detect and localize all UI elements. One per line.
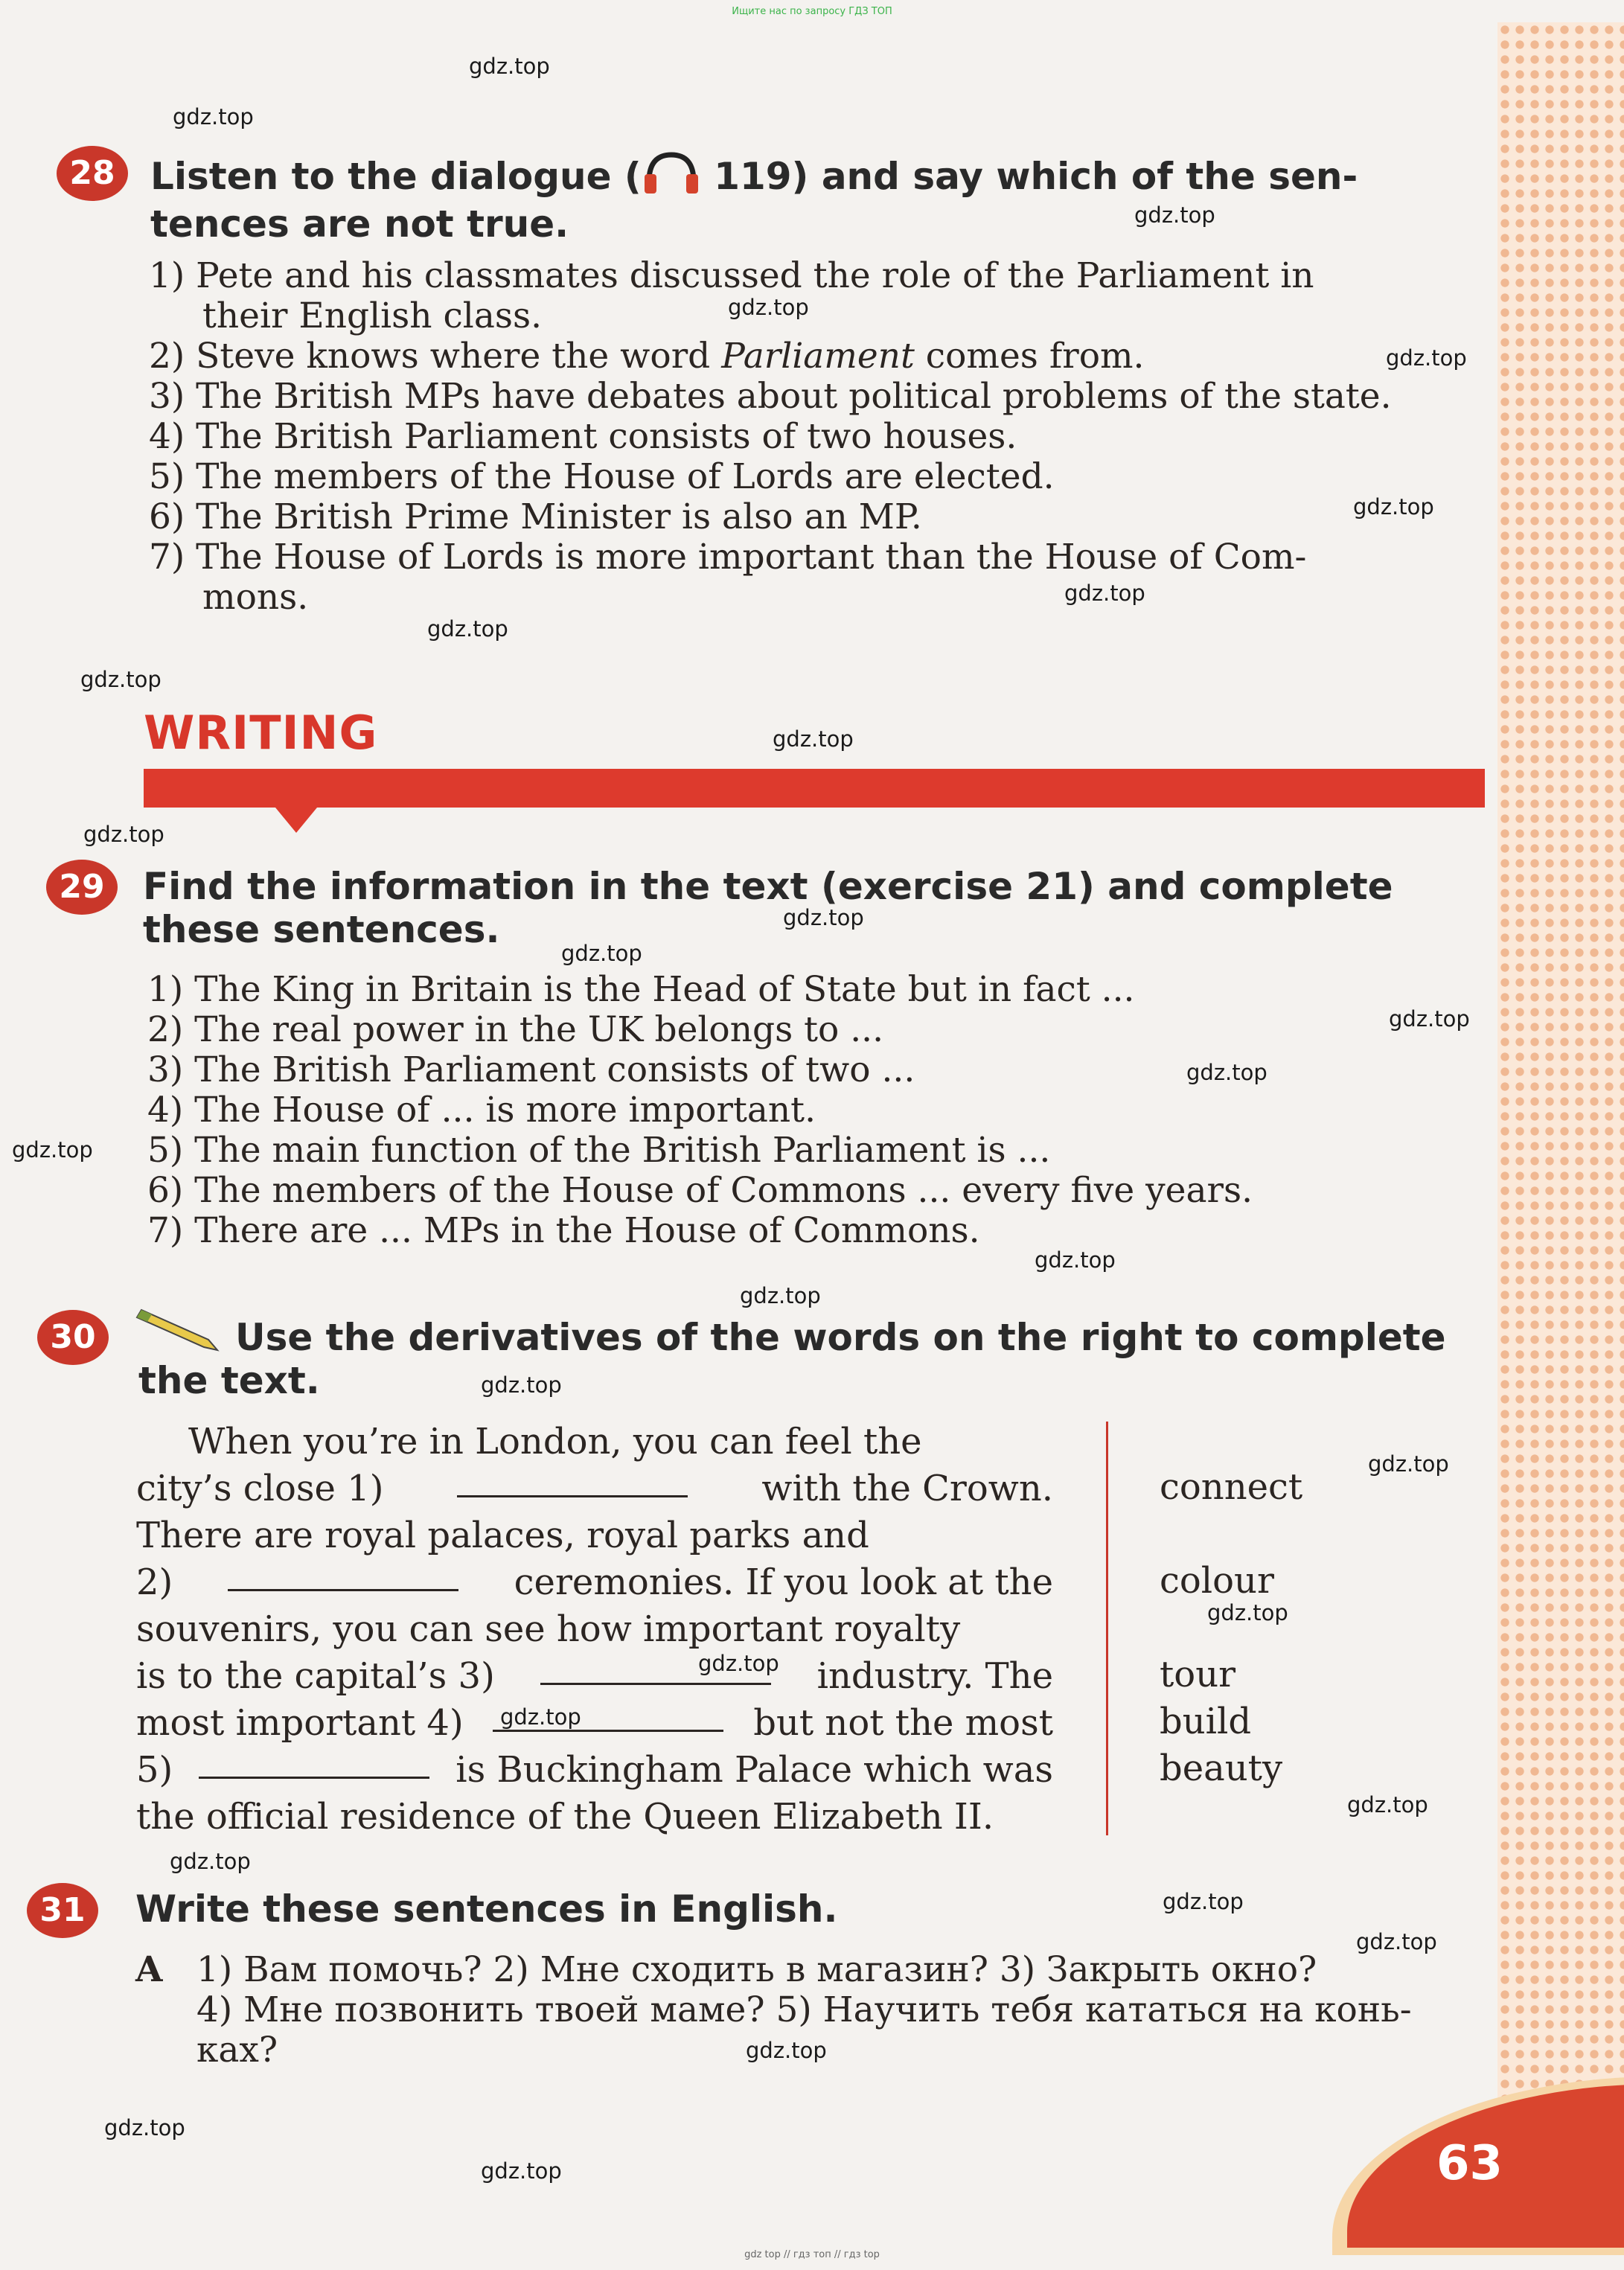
watermark: gdz.top [104, 2115, 185, 2140]
watermark: gdz.top [698, 1651, 779, 1676]
item-italic: Parliament [721, 336, 915, 377]
text-line: When you’re in London, you can feel the [188, 1421, 922, 1462]
task-28-part-a: Listen to the dialogue ( [150, 155, 642, 198]
text-part: with the Crown. [761, 1468, 1053, 1509]
task-28-part-c: tences are not true. [150, 202, 569, 246]
exercise-30-text [136, 1419, 1053, 1841]
list-item: 1) The King in Britain is the Head of State but in fact ... [147, 969, 1135, 1010]
watermark: gdz.top [427, 616, 508, 642]
watermark: gdz.top [1356, 1929, 1437, 1954]
column-divider [1106, 1422, 1108, 1835]
top-note: Ищите нас по запросу ГДЗ ТОП [732, 6, 892, 17]
watermark: gdz.top [746, 2038, 827, 2063]
watermark: gdz.top [1064, 581, 1145, 606]
headphones-icon [642, 159, 701, 202]
exercise-30-badge: 30 [37, 1310, 109, 1365]
list-item: 5) The members of the House of Lords are elected. [149, 456, 1055, 497]
watermark: gdz.top [1163, 1889, 1244, 1914]
list-item [149, 336, 1489, 377]
word-tour: tour [1160, 1654, 1236, 1695]
watermark: gdz.top [773, 726, 854, 752]
item-text: 2) Steve knows where the word [149, 336, 722, 377]
watermark: gdz.top [1389, 1006, 1470, 1032]
watermark: gdz.top [1134, 202, 1215, 228]
watermark: gdz.top [561, 941, 642, 966]
list-item: their English class. [202, 295, 543, 336]
exercise-31-badge: 31 [27, 1883, 98, 1938]
list-item: 1) Вам помочь? 2) Мне сходить в магазин? 3) Закрыть окно? [196, 1949, 1317, 1990]
list-item: 4) The British Parliament consists of two houses. [149, 416, 1017, 457]
section-bar [144, 769, 1485, 808]
list-item: 2) The real power in the UK belongs to ... [147, 1009, 884, 1050]
task-29-part-a: Find the information in the text (exercise 21) and complete [143, 865, 1393, 908]
exercise-29-badge: 29 [46, 860, 118, 915]
bottom-note: gdz top // гдз топ // гдз top [744, 2249, 880, 2260]
watermark: gdz.top [1353, 494, 1434, 519]
text-part: 5) [136, 1749, 173, 1791]
list-item: 6) The members of the House of Commons ... every five years. [147, 1170, 1253, 1211]
text-part: 2) [136, 1561, 173, 1603]
text-line [136, 1747, 1053, 1794]
watermark: gdz.top [1347, 1792, 1428, 1817]
page-number: 63 [1436, 2136, 1503, 2191]
text-line: souvenirs, you can see how important royalty [136, 1608, 961, 1650]
exercise-30-task [138, 1316, 1483, 1402]
text-line: There are royal palaces, royal parks and [136, 1515, 869, 1556]
text-part: industry. The [816, 1655, 1053, 1697]
list-item: ках? [196, 2030, 278, 2071]
blank-5[interactable] [199, 1747, 429, 1779]
task-28-part-b: 119) and say which of the sen- [714, 155, 1358, 198]
task-30-part-a: Use the derivatives of the words on the right to complete [235, 1316, 1446, 1359]
task-29-part-b: these sentences. [143, 908, 500, 951]
list-item: 6) The British Prime Minister is also an MP. [149, 496, 922, 537]
watermark: gdz.top [173, 104, 254, 130]
watermark: gdz.top [80, 667, 162, 692]
watermark: gdz.top [1368, 1451, 1449, 1477]
word-beauty: beauty [1160, 1748, 1283, 1789]
list-item: 4) Мне позвонить твоей маме? 5) Научить тебя кататься на конь- [196, 1989, 1412, 2030]
text-part: most important 4) [136, 1702, 464, 1744]
watermark: gdz.top [1386, 345, 1467, 371]
watermark: gdz.top [1186, 1060, 1267, 1085]
word-build: build [1160, 1701, 1252, 1742]
exercise-28-task [150, 152, 1483, 246]
task-30-part-b: the text. [138, 1359, 320, 1402]
watermark: gdz.top [469, 54, 550, 79]
blank-1[interactable] [457, 1465, 688, 1497]
list-item: 3) The British MPs have debates about political problems of the state. [149, 376, 1392, 417]
exercise-29-list [147, 970, 1487, 1251]
watermark: gdz.top [12, 1137, 93, 1163]
text-line [136, 1559, 1053, 1606]
watermark: gdz.top [728, 295, 809, 320]
exercise-31-list [196, 1950, 1484, 2071]
watermark: gdz.top [170, 1849, 251, 1874]
watermark: gdz.top [500, 1704, 581, 1730]
text-part: is to the capital’s 3) [136, 1655, 495, 1697]
list-item: 7) There are ... MPs in the House of Commons. [147, 1210, 980, 1251]
watermark: gdz.top [481, 1372, 562, 1398]
list-item: 3) The British Parliament consists of two ... [147, 1049, 915, 1090]
watermark: gdz.top [83, 822, 164, 847]
list-item: mons. [202, 577, 309, 618]
exercise-28-badge: 28 [57, 146, 128, 201]
text-line: the official residence of the Queen Elizabeth II. [136, 1796, 994, 1838]
watermark: gdz.top [481, 2158, 562, 2184]
list-item: 1) Pete and his classmates discussed the role of the Parliament in [149, 255, 1314, 296]
text-part: city’s close 1) [136, 1468, 384, 1509]
exercise-28-list [149, 256, 1489, 618]
dotted-margin [1497, 22, 1624, 2136]
word-colour: colour [1160, 1560, 1274, 1602]
blank-2[interactable] [228, 1559, 458, 1591]
text-line [136, 1653, 1053, 1700]
text-part: ceremonies. If you look at the [514, 1561, 1053, 1603]
word-connect: connect [1160, 1466, 1303, 1508]
item-text: comes from. [914, 336, 1145, 377]
text-part: is Buckingham Palace which was [455, 1749, 1053, 1791]
watermark: gdz.top [740, 1283, 821, 1308]
text-part: but not the most [753, 1702, 1053, 1744]
section-arrow [275, 808, 317, 833]
text-line [136, 1465, 1053, 1512]
list-item: 4) The House of ... is more important. [147, 1090, 816, 1131]
list-item: 5) The main function of the British Parliament is ... [147, 1130, 1051, 1171]
exercise-31-task: Write these sentences in English. [135, 1887, 838, 1931]
part-a-label: A [135, 1949, 163, 1990]
watermark: gdz.top [783, 905, 864, 930]
list-item: 7) The House of Lords is more important than the House of Com- [149, 537, 1307, 578]
watermark: gdz.top [1207, 1600, 1288, 1625]
watermark: gdz.top [1035, 1247, 1116, 1273]
section-title: WRITING [144, 706, 378, 760]
text-line [136, 1700, 1053, 1747]
